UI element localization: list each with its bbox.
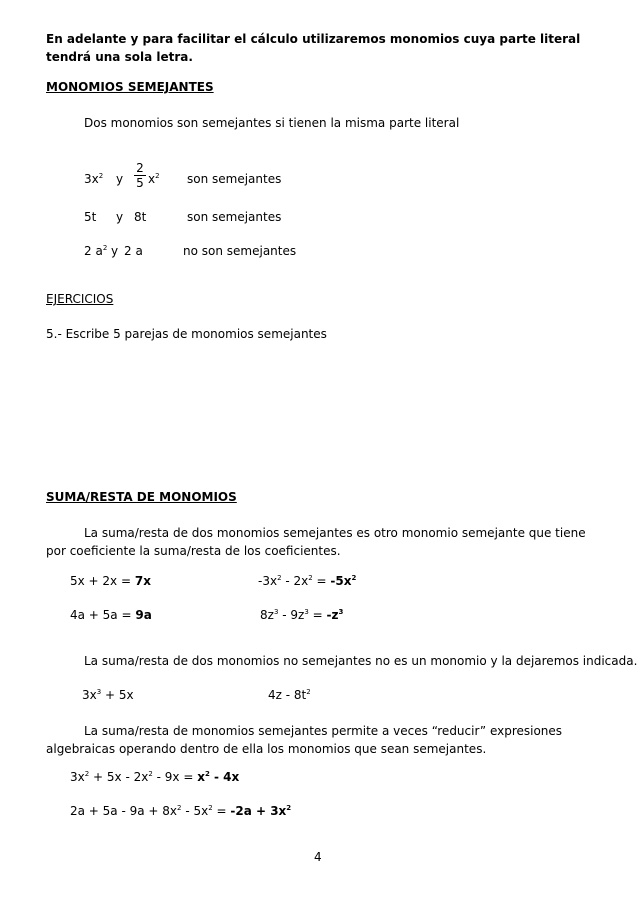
example-3-result: no son semejantes [183, 244, 297, 258]
example-2-left: 5t [84, 210, 97, 224]
sum-example-1-left: 5x + 2x = 7x [70, 574, 151, 588]
section-heading-ejercicios: EJERCICIOS [46, 292, 114, 306]
sum-example-2-left: 4a + 5a = 9a [70, 608, 152, 622]
example-1-right: $x^2$ [148, 172, 160, 186]
page-number: 4 [314, 850, 322, 864]
suma-paragraph-3: La suma/resta de monomios semejantes permite a veces “reducir” expresiones algebraicas operando dentro de ella los monomios que sean semejantes. [46, 724, 563, 756]
example-3-left: 2 $a^2$ [84, 244, 108, 258]
suma-paragraph-2: La suma/resta de dos monomios no semejantes no es un monomio y la dejaremos indicada. [84, 654, 638, 668]
definition-text: Dos monomios son semejantes si tienen la misma parte literal [84, 116, 460, 130]
example-2-joiner: y [116, 210, 124, 224]
sum-example-1-right: $-3x^2 - 2x^2 = -5x^2$ [258, 574, 357, 588]
non-similar-example-1: $3x^3 + 5x$ [82, 688, 134, 702]
example-1-left: $3x^2$ [84, 172, 104, 186]
example-3-right: 2 a [124, 244, 143, 258]
example-3-joiner: y [111, 244, 119, 258]
fraction [134, 161, 146, 190]
fraction-numerator: 2 [134, 161, 146, 176]
fraction-denominator: 5 [136, 176, 144, 190]
sum-example-2-right: $8z^3 - 9z^3 = -z^3$ [260, 608, 344, 622]
exercise-5: 5.- Escribe 5 parejas de monomios semejantes [46, 327, 327, 341]
suma-paragraph-1: La suma/resta de dos monomios semejantes es otro monomio semejante que tiene por coeficiente la suma/resta de los coeficientes. [46, 526, 586, 558]
example-1-result: son semejantes [187, 172, 282, 186]
intro-paragraph: En adelante y para facilitar el cálculo utilizaremos monomios cuya parte literal tendrá una sola letra. [46, 32, 581, 64]
example-2-right: 8t [134, 210, 147, 224]
reduction-example-2: $2a + 5a - 9a + 8x^2 - 5x^2 = -2a + 3x^2$ [70, 804, 292, 818]
non-similar-example-2: $4z - 8t^2$ [268, 688, 311, 702]
example-2-result: son semejantes [187, 210, 282, 224]
reduction-example-1: $3x^2 + 5x - 2x^2 - 9x = x^2 - 4x$ [70, 770, 240, 784]
section-heading-semejantes: MONOMIOS SEMEJANTES [46, 80, 214, 94]
section-heading-suma-resta: SUMA/RESTA DE MONOMIOS [46, 490, 237, 504]
example-1-joiner: y [116, 172, 124, 186]
